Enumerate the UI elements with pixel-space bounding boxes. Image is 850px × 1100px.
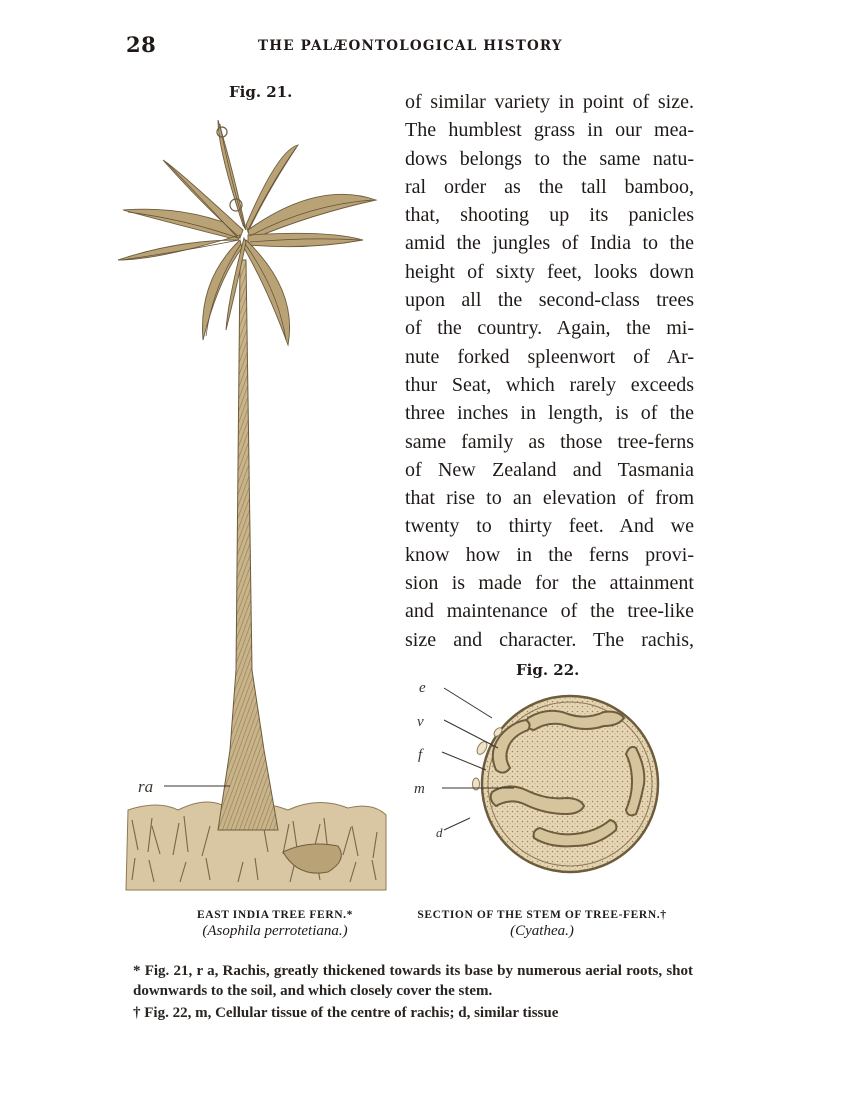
text-line: The humblest grass in our mea- — [405, 119, 694, 142]
figure-21-caption — [150, 909, 400, 940]
text-line: ral order as the tall bamboo, — [405, 175, 694, 198]
text-line: that rise to an elevation of from — [405, 487, 694, 510]
text-line: height of sixty feet, looks down — [405, 260, 694, 283]
body-text — [405, 88, 694, 654]
text-line: and maintenance of the tree-like — [405, 600, 694, 623]
page-number: 28 — [126, 32, 157, 57]
text-line: of the country. Again, the mi- — [405, 317, 694, 340]
text-line: nute forked spleenwort of Ar- — [405, 345, 694, 368]
figure-22-letter-d: d — [436, 825, 443, 840]
figure-22-caption-title: SECTION OF THE STEM OF TREE-FERN.† — [417, 909, 667, 921]
figure-21-caption-title: EAST INDIA TREE FERN.* — [197, 909, 353, 921]
text-line: sion is made for the attainment — [405, 572, 694, 595]
text-line: upon all the second-class trees — [405, 289, 694, 312]
figure-22-letter-f: f — [418, 747, 423, 763]
text-line: that, shooting up its panicles — [405, 204, 694, 227]
text-line: of similar variety in point of size. — [405, 91, 694, 113]
callout-label-ra: ra — [138, 777, 154, 796]
text-line: amid the jungles of India to the — [405, 232, 694, 255]
text-line: thur Seat, which rarely exceeds — [405, 373, 694, 396]
text-line: of New Zealand and Tasmania — [405, 458, 694, 481]
figure-21-label: Fig. 21. — [229, 83, 293, 101]
footnote: * Fig. 21, r a, Rachis, greatly thickened towards its base by numerous aerial roots, shot downwards to the soil, and which closely cover the stem. — [133, 963, 693, 999]
text-line: same family as those tree-ferns — [405, 430, 694, 453]
text-line: three inches in length, is of the — [405, 402, 694, 425]
text-line: dows belongs to the same natu- — [405, 147, 694, 170]
figure-22-caption — [392, 909, 692, 940]
tree-fern-illustration — [118, 110, 393, 900]
running-title: THE PALÆONTOLOGICAL HISTORY — [258, 38, 563, 54]
figure-22-letter-m: m — [414, 781, 425, 797]
figure-21-caption-species: (Asophila perrotetiana.) — [202, 923, 348, 939]
footnote: † Fig. 22, m, Cellular tissue of the centre of rachis; d, similar tissue — [133, 1005, 559, 1021]
text-line: size and character. The rachis, — [405, 628, 694, 651]
figure-22-letter-e: e — [419, 680, 426, 696]
figure-22-letter-v: v — [417, 714, 424, 730]
footnotes — [133, 961, 693, 1023]
figure-22-label: Fig. 22. — [516, 661, 580, 679]
text-line: twenty to thirty feet. And we — [405, 515, 694, 538]
text-line: know how in the ferns provi- — [405, 543, 694, 566]
stem-section-illustration — [436, 680, 666, 890]
figure-22-caption-species: (Cyathea.) — [510, 923, 574, 939]
